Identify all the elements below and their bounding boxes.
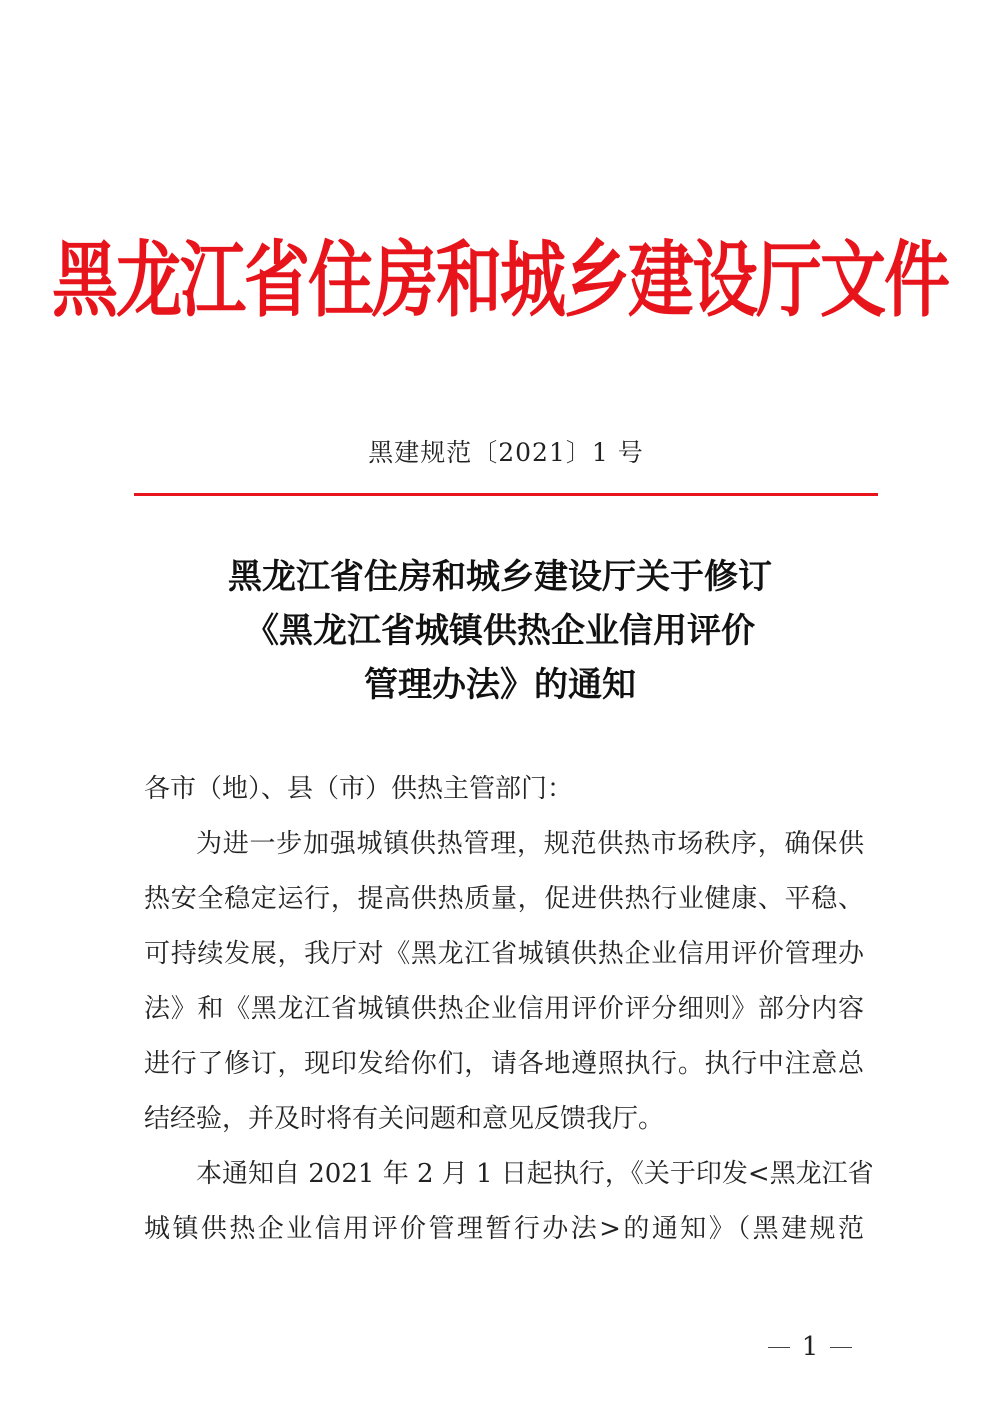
notice-title-line-1: 黑龙江省住房和城乡建设厅关于修订 [228,557,772,597]
paragraph-1-line: 法》和《黑龙江省城镇供热企业信用评价评分细则》部分内容 [144,994,864,1024]
paragraph-1-line: 进行了修订，现印发给你们，请各地遵照执行。执行中注意总 [144,1049,864,1079]
red-divider-rule [134,493,878,496]
page-number-dash-right [830,1347,852,1348]
paragraph-1-line: 热安全稳定运行，提高供热质量，促进供热行业健康、平稳、 [144,884,864,914]
paragraph-2-line: 城镇供热企业信用评价管理暂行办法>的通知》（黑建规范 [144,1214,864,1244]
paragraph-2-line: 本通知自 2021 年 2 月 1 日起执行，《关于印发<黑龙江省 [196,1159,874,1189]
paragraph-1-line: 结经验，并及时将有关问题和意见反馈我厅。 [144,1104,665,1134]
salutation: 各市（地）、县（市）供热主管部门： [144,774,574,804]
notice-body [144,762,874,1257]
paragraph-1-line: 为进一步加强城镇供热管理，规范供热市场秩序，确保供 [196,829,864,859]
paragraph-1-line: 可持续发展，我厅对《黑龙江省城镇供热企业信用评价管理办 [144,939,864,969]
masthead-title: 黑龙江省住房和城乡建设厅文件 [52,232,948,329]
page-number-dash-left [768,1347,790,1348]
paragraph-2 [144,1147,874,1257]
page-number-value: 1 [801,1332,819,1362]
notice-title-line-2: 《黑龙江省城镇供热企业信用评价 [245,611,755,651]
paragraph-1 [144,817,864,1147]
document-number: 黑建规范〔2021〕1 号 [368,438,644,467]
notice-title [0,550,1000,712]
page-number [760,1330,860,1364]
notice-title-line-3: 管理办法》的通知 [364,665,636,705]
